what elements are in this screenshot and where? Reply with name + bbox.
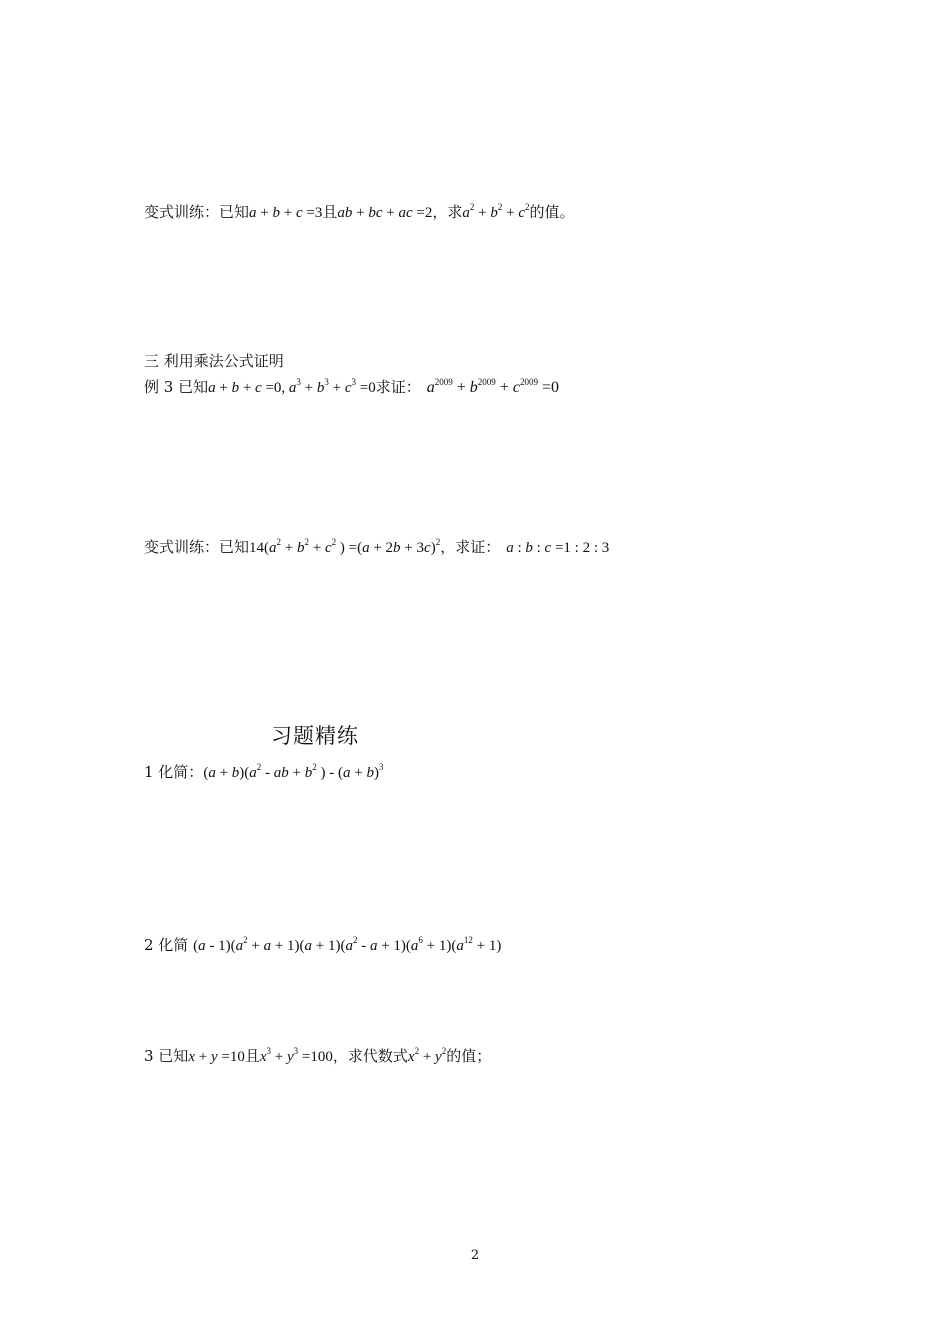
exercises-title: 习题精练 <box>271 724 359 748</box>
variant-1-conjunction: 且 <box>322 203 338 221</box>
exercise-3-suffix: 的值； <box>446 1047 492 1065</box>
exercise-2-expression: $(a - 1)(a^2 + a + 1)(a + 1)(a^2 - a + 1)(a^6 + 1)(a^{12} + 1)$ <box>193 935 502 954</box>
example-3-condition: a + b + c =0, $a^3 + b^3 + c^3 =0$ <box>208 377 376 396</box>
variant-exercise-2 <box>144 537 609 558</box>
example-3-prove-label: 求证： <box>375 378 421 396</box>
variant-2-prove-label: ，求证： <box>440 538 501 556</box>
variant-1-condition-1: a + b + c =3 <box>249 205 323 221</box>
exercise-1-expression: $(a + b)(a^2$ - ab + $b^2$ ) - $(a + b)^3$ <box>203 762 384 781</box>
exercise-3-target: $x^2 + y^2$ <box>407 1046 447 1065</box>
exercise-3-conjunction: 且 <box>244 1047 260 1065</box>
exercise-3-label: 3 已知 <box>144 1047 189 1065</box>
variant-exercise-1 <box>144 202 575 223</box>
variant-1-label: 变式训练：已知 <box>144 203 250 221</box>
section-3-title: 三 利用乘法公式证明 <box>144 352 284 370</box>
exercise-3-condition-2: $x^3 + y^3 =100$ <box>259 1046 333 1065</box>
page-number: 2 <box>470 1248 480 1263</box>
exercise-3 <box>144 1046 491 1067</box>
exercise-2-label: 2 化简 <box>144 936 194 954</box>
exercise-1-label: 1 化简： <box>144 763 204 781</box>
variant-2-claim: a : b : c =1 : 2 : 3 <box>506 540 610 556</box>
exercise-3-condition-1: x + y =10 <box>188 1049 245 1065</box>
example-3-claim: $a^{2009} + b^{2009} + c^{2009} =0$ <box>426 377 559 396</box>
variant-1-suffix: 的值。 <box>529 203 575 221</box>
variant-2-condition: $14(a^2 + b^2 + c^2$ ) $=(a + 2b + 3c)^2$ <box>249 537 441 556</box>
variant-2-label: 变式训练：已知 <box>144 538 250 556</box>
variant-1-target: $a^2 + b^2 + c^2$ <box>462 202 530 221</box>
variant-1-condition-2: ab + bc + ac =2 <box>337 205 433 221</box>
example-3 <box>144 377 559 398</box>
exercise-1 <box>144 762 383 783</box>
variant-1-ask: ，求 <box>432 203 463 221</box>
example-3-label: 例 3 已知 <box>144 378 209 396</box>
exercise-2 <box>144 935 501 956</box>
exercise-3-ask: ，求代数式 <box>332 1047 408 1065</box>
